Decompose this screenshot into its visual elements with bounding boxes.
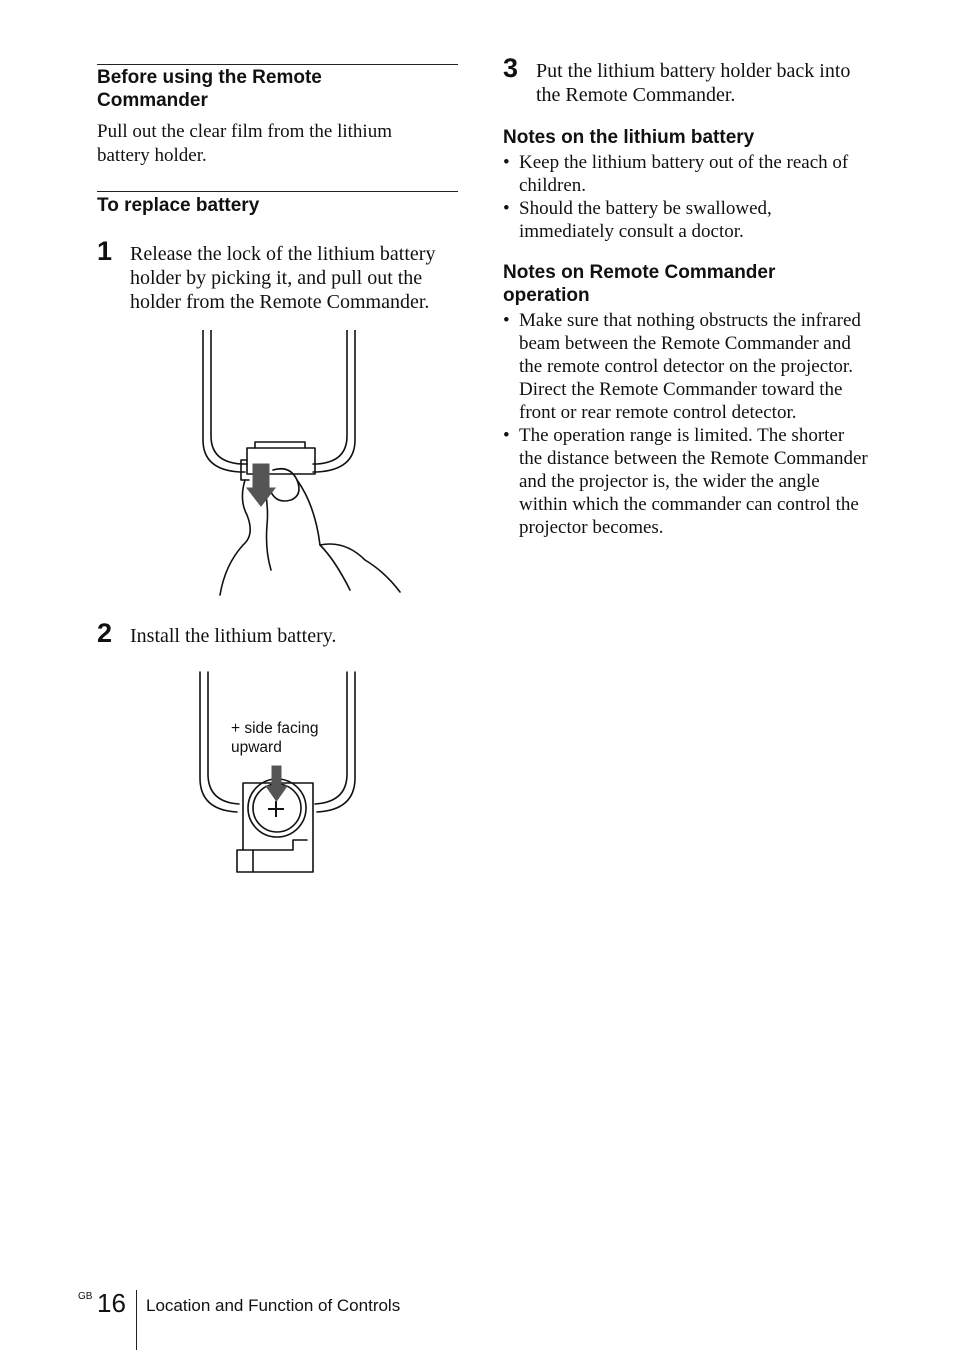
step-2-text: Install the lithium battery. <box>130 625 337 647</box>
step-2-number: 2 <box>97 618 113 648</box>
heading-notes-remote-operation: Notes on Remote Commander operation <box>503 262 776 306</box>
footer-section-title: Location and Function of Controls <box>146 1296 401 1315</box>
figure-label-side-facing <box>231 719 318 757</box>
list-item-text: Make sure that nothing obstructs the infrared beam between the Remote Commander and the remote control detector on the projector. Direct the Remote Commander toward the front or rear remote control detector. <box>519 310 861 423</box>
footer-region-code: GB <box>78 1291 93 1302</box>
bullet-glyph: • <box>503 152 510 173</box>
rule-replace <box>97 191 458 192</box>
heading-before-using: Before using the Remote Commander <box>97 67 322 111</box>
step-1-number: 1 <box>97 236 113 266</box>
notes-remote-operation-list <box>503 309 868 539</box>
bullet-glyph: • <box>503 425 510 446</box>
heading-to-replace-battery: To replace battery <box>97 195 260 216</box>
pull-arrow-icon <box>247 464 275 506</box>
bullet-glyph: • <box>503 310 510 331</box>
list-item-text: Keep the lithium battery out of the reach of children. <box>519 152 849 196</box>
plus-icon <box>268 801 284 817</box>
step-1-text: Release the lock of the lithium battery holder by picking it, and pull out the holder from the Remote Commander. <box>130 243 436 313</box>
list-item <box>503 309 868 424</box>
list-item <box>503 197 868 243</box>
notes-lithium-battery-list <box>503 151 868 243</box>
list-item <box>503 424 868 539</box>
figure-label-line-1: + side facing <box>231 720 319 737</box>
hand-outline <box>220 480 250 595</box>
figure-label-line-2: upward <box>231 739 282 756</box>
remote-outline <box>203 330 245 472</box>
list-item <box>503 151 868 197</box>
before-using-text: Pull out the clear film from the lithium battery holder. <box>97 121 392 166</box>
list-item-text: Should the battery be swallowed, immediately consult a doctor. <box>519 198 772 242</box>
footer-divider <box>136 1290 137 1350</box>
heading-notes-lithium-battery: Notes on the lithium battery <box>503 127 755 148</box>
figure-remove-holder <box>195 330 410 600</box>
step-3-number: 3 <box>503 53 519 83</box>
list-item-text: The operation range is limited. The shorter the distance between the Remote Commander and the projector is, the wider the angle within which the commander can control the projector becomes. <box>519 425 868 538</box>
step-3-text: Put the lithium battery holder back into the Remote Commander. <box>536 60 851 106</box>
figure-install-battery <box>195 668 365 878</box>
bullet-glyph: • <box>503 198 510 219</box>
rule-before <box>97 64 458 65</box>
page-number: 16 <box>97 1288 126 1318</box>
